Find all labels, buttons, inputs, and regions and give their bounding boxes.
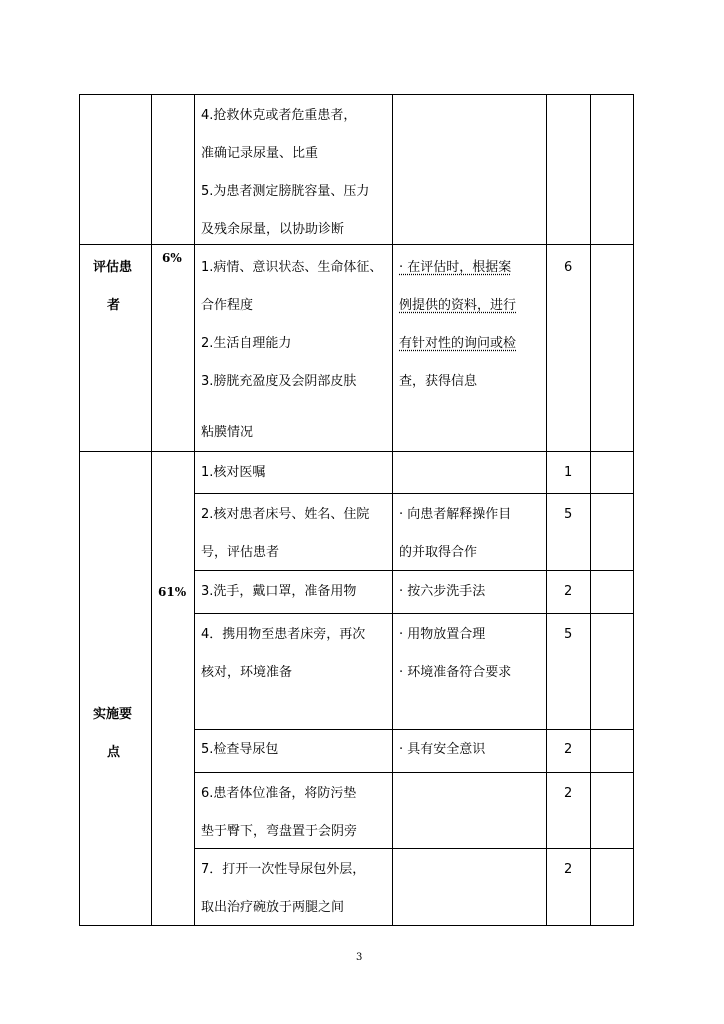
score-value: 6 xyxy=(564,260,573,275)
content-line: 号，评估患者 xyxy=(201,545,280,560)
score-value: 5 xyxy=(564,627,573,642)
content-line: 7．打开一次性导尿包外层， xyxy=(201,862,366,877)
content-line: 粘膜情况 xyxy=(201,425,254,440)
score-value: 5 xyxy=(564,507,573,522)
column-divider xyxy=(151,94,152,926)
content-line: 合作程度 xyxy=(201,298,254,313)
column-divider xyxy=(590,94,591,926)
row-divider xyxy=(79,244,634,245)
score-value: 2 xyxy=(564,584,573,599)
category-label: 实施要 xyxy=(93,707,133,722)
note-line: · 按六步洗手法 xyxy=(399,584,486,599)
weight-percent: 61% xyxy=(158,585,187,599)
category-label: 点 xyxy=(107,745,121,760)
row-divider xyxy=(194,493,634,494)
note-line: · 环境准备符合要求 xyxy=(399,665,512,680)
content-line: 垫于臀下，弯盘置于会阴旁 xyxy=(201,824,358,839)
category-label: 者 xyxy=(107,298,121,313)
table-border-left xyxy=(79,94,80,926)
content-line: 4.抢救休克或者危重患者， xyxy=(201,108,357,123)
score-value: 2 xyxy=(564,742,573,757)
row-divider xyxy=(79,451,634,452)
content-line: 及残余尿量，以协助诊断 xyxy=(201,222,345,237)
score-value: 2 xyxy=(564,862,573,877)
note-line: · 向患者解释操作目 xyxy=(399,507,512,522)
note-line: 例提供的资料，进行 xyxy=(399,298,517,313)
content-line: 1.病情、意识状态、生命体征、 xyxy=(201,260,383,275)
content-line: 5.为患者测定膀胱容量、压力 xyxy=(201,184,370,199)
column-divider xyxy=(194,94,195,926)
content-line: 2.核对患者床号、姓名、住院 xyxy=(201,507,370,522)
note-line: 的并取得合作 xyxy=(399,545,478,560)
content-line: 准确记录尿量、比重 xyxy=(201,146,319,161)
note-line: 查，获得信息 xyxy=(399,374,478,389)
content-line: 1.核对医嘱 xyxy=(201,465,266,480)
column-divider xyxy=(392,94,393,926)
content-line: 3.洗手，戴口罩，准备用物 xyxy=(201,584,357,599)
weight-percent: 6% xyxy=(162,251,182,265)
content-line: 5.检查导尿包 xyxy=(201,742,279,757)
row-divider xyxy=(194,570,634,571)
row-divider xyxy=(194,729,634,730)
content-line: 4．携用物至患者床旁，再次 xyxy=(201,627,366,642)
content-line: 取出治疗碗放于两腿之间 xyxy=(201,900,345,915)
content-line: 3.膀胱充盈度及会阴部皮肤 xyxy=(201,374,357,389)
score-value: 1 xyxy=(564,465,573,480)
page-number: 3 xyxy=(356,952,363,963)
score-value: 2 xyxy=(564,786,573,801)
row-divider xyxy=(194,848,634,849)
table-border-bottom xyxy=(79,925,634,926)
note-line: · 在评估时，根据案 xyxy=(399,260,512,275)
note-line: 有针对性的询问或检 xyxy=(399,336,517,351)
table-border-top xyxy=(79,94,634,95)
table-border-right xyxy=(633,94,634,926)
category-label: 评估患 xyxy=(93,260,133,275)
note-line: · 具有安全意识 xyxy=(399,742,486,757)
content-line: 2.生活自理能力 xyxy=(201,336,292,351)
note-line: · 用物放置合理 xyxy=(399,627,486,642)
row-divider xyxy=(194,613,634,614)
content-line: 6.患者体位准备，将防污垫 xyxy=(201,786,357,801)
content-line: 核对，环境准备 xyxy=(201,665,293,680)
column-divider xyxy=(546,94,547,926)
row-divider xyxy=(194,772,634,773)
